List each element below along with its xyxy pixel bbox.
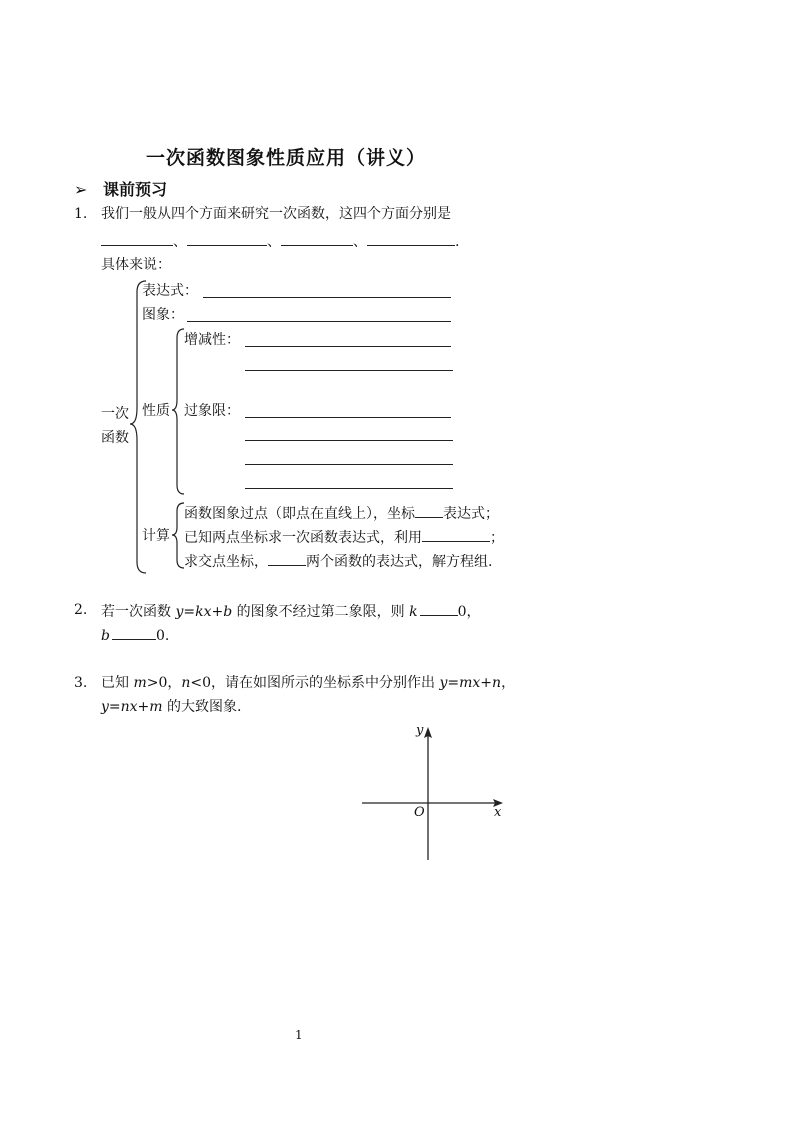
monotonicity-label: 增减性： (184, 332, 240, 348)
specific-label: 具体来说： (101, 257, 171, 273)
q2-text: 0， (457, 604, 481, 620)
calc-text: 两个函数的表达式，解方程组. (306, 554, 493, 570)
q1-text: 我们一般从四个方面来研究一次函数，这四个方面分别是 (101, 206, 451, 222)
origin-label: O (414, 805, 425, 820)
graph-label: 图象： (142, 307, 184, 323)
q2-text: 若一次函数 (101, 604, 176, 620)
q3-text: ， (501, 675, 516, 691)
root-label-line2: 函数 (101, 430, 129, 446)
q3-text: >0， (146, 675, 182, 691)
arrow-icon: ➢ (74, 180, 88, 199)
y-axis-label: y (416, 723, 424, 738)
q2-b: b (101, 628, 110, 644)
q2-k: k (409, 604, 418, 620)
x-axis-label: x (494, 805, 502, 820)
calc-text: 表达式； (443, 506, 499, 522)
calc-text: 函数图象过点（即点在直线上），坐标 (184, 506, 415, 522)
q3-text: 的大致图象. (162, 699, 242, 715)
calc-text: 已知两点坐标求一次函数表达式，利用 (184, 530, 422, 546)
calc-label: 计算 (142, 528, 170, 544)
calc-text: 求交点坐标， (184, 554, 268, 570)
separator: 、 (267, 234, 281, 250)
q3-n: n (181, 675, 191, 691)
q3-number: 3. (74, 675, 88, 691)
expression-label: 表达式： (142, 283, 198, 299)
q3-text: 已知 (101, 675, 134, 691)
root-label-line1: 一次 (101, 406, 129, 422)
section-label: 课前预习 (102, 180, 167, 199)
q3-m: m (133, 675, 147, 691)
q1-number: 1. (74, 206, 88, 222)
page-number: 1 (295, 1028, 303, 1042)
quadrant-label: 过象限： (184, 403, 240, 419)
calc-text: ； (490, 530, 504, 546)
q2-text: 0. (155, 628, 170, 644)
q3-equation-1: y=mx+n (439, 675, 502, 691)
period: . (455, 234, 460, 250)
property-label: 性质 (142, 403, 170, 419)
page-title: 一次函数图象性质应用（讲义） (146, 147, 427, 169)
q2-equation: y=kx+b (175, 604, 233, 620)
q3-text: <0，请在如图所示的坐标系中分别作出 (190, 675, 440, 691)
q3-equation-2: y=nx+m (101, 699, 163, 715)
q2-text: 的图象不经过第二象限，则 (232, 604, 410, 620)
q2-number: 2. (74, 602, 88, 618)
separator: 、 (173, 234, 187, 250)
separator: 、 (353, 234, 367, 250)
